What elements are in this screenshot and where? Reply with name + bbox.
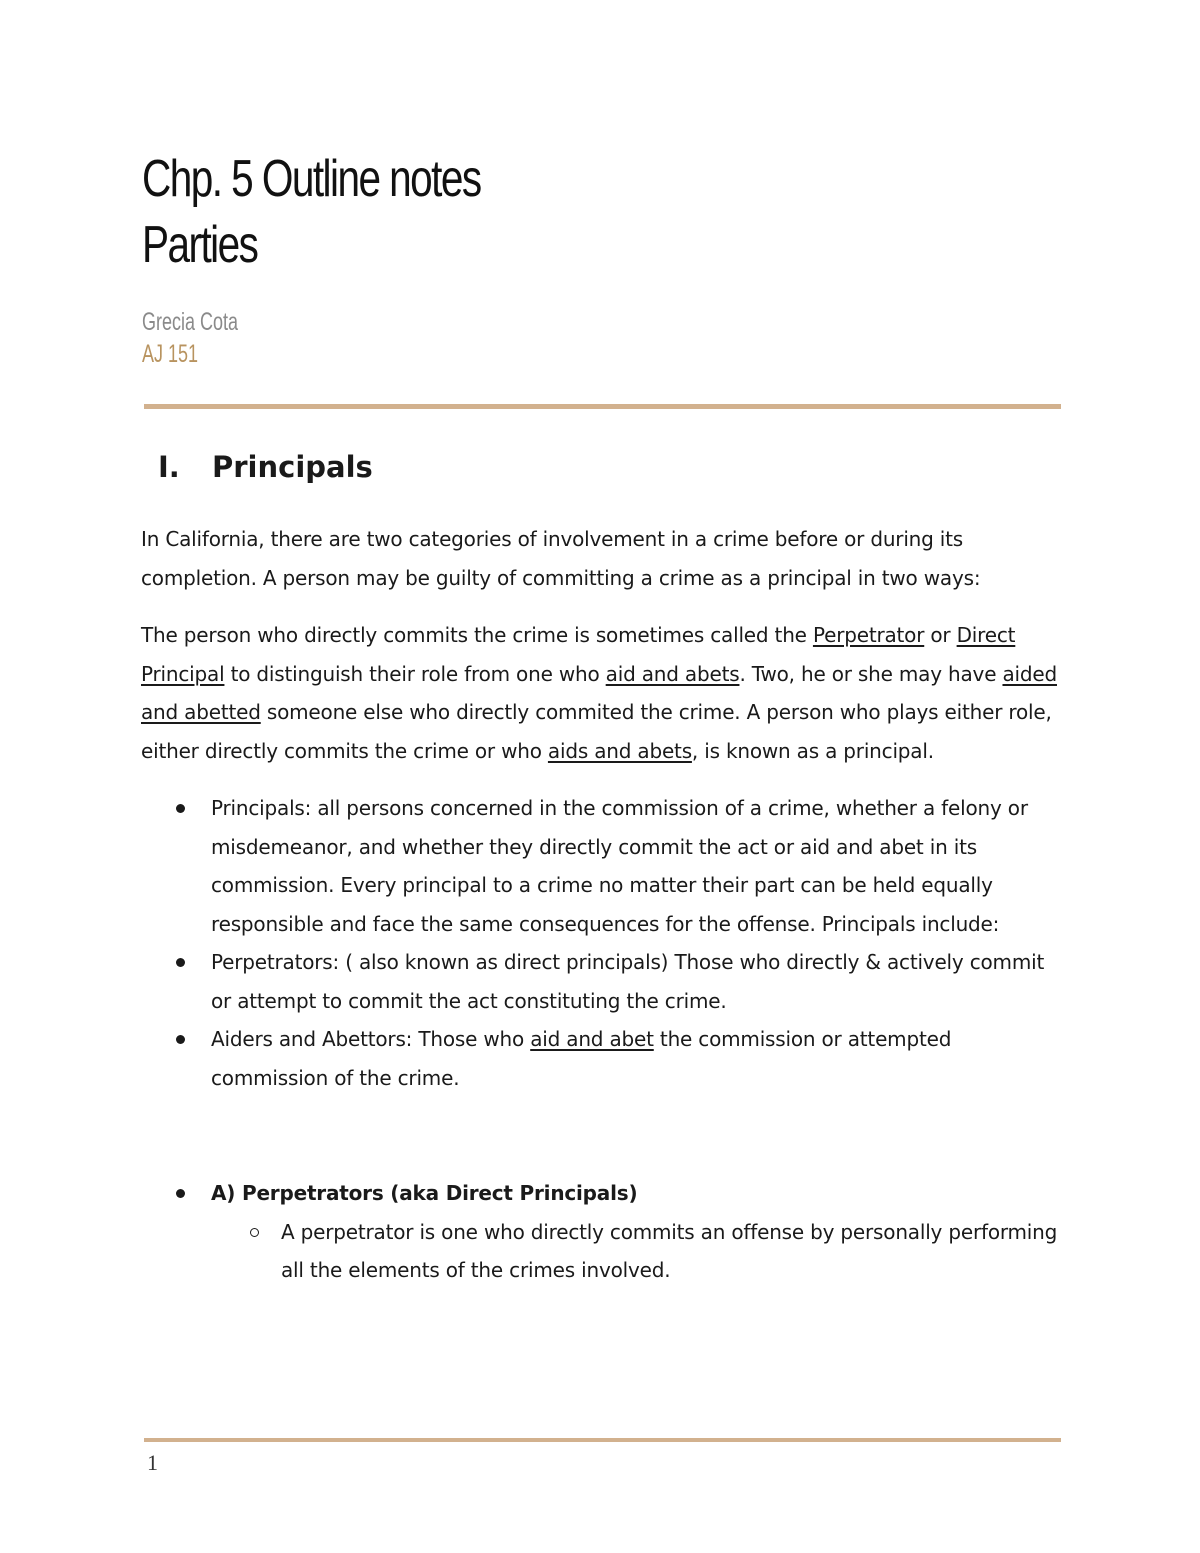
section-number: I. (158, 450, 180, 484)
list-item (211, 1020, 1061, 1097)
text-run: Aiders and Abettors: Those who (211, 1027, 531, 1051)
list-item (281, 1213, 1061, 1290)
subsection-heading: A) Perpetrators (aka Direct Principals) (211, 1181, 638, 1205)
hollow-bullet-icon (250, 1228, 259, 1237)
underlined-term: aid and abet (530, 1027, 654, 1051)
subsection-list (141, 1174, 1061, 1290)
list-item (211, 1174, 1061, 1290)
underlined-term: aided and abetted (141, 661, 1057, 724)
header-divider (144, 404, 1061, 409)
course-code: AJ 151 (142, 340, 199, 368)
document-title (142, 146, 481, 278)
bullet-icon (176, 1189, 185, 1198)
bullet-icon (176, 958, 185, 967)
underlined-term: Perpetrator (812, 623, 925, 647)
section-heading (158, 446, 373, 488)
author-block (142, 306, 238, 370)
underlined-term: aid and abets (605, 661, 740, 686)
bullet-icon (176, 804, 185, 813)
list-item (211, 943, 1061, 1020)
title-line-1: Chp. 5 Outline notes (142, 150, 481, 208)
author-name: Grecia Cota (142, 308, 239, 336)
list-item (211, 789, 1061, 943)
text-run: . Two, he or she may have (739, 661, 1003, 686)
list-item-text: Principals: all persons concerned in the commission of a crime, whether a felony or misdemeanor, and whether they directly commit the act or aid and abet in its commission. Every principal to a crime no matter their part can be held equally responsible and face the same consequences for the offense. Principals include: (211, 796, 1028, 936)
text-run: or (924, 623, 957, 647)
paragraph-1: In California, there are two categories of involvement in a crime before or during its completion. A person may be guilty of committing a crime as a principal in two ways: (141, 527, 981, 590)
text-run: , is known as a principal. (691, 738, 934, 763)
spacer (141, 1097, 1061, 1174)
page-number: 1 (147, 1450, 158, 1475)
bullet-icon (176, 1035, 185, 1044)
sub-bullet-list (211, 1213, 1061, 1290)
text-run: The person who directly commits the crime is sometimes called the (141, 623, 813, 647)
bullet-list (141, 789, 1061, 1097)
underlined-term: Direct Principal (141, 623, 1016, 686)
text-run: to distinguish their role from one who (224, 661, 606, 686)
section-title: Principals (212, 450, 373, 484)
text-run: someone else who directly commited the crime. A person who plays either role, either directly commits the crime or who (141, 700, 1052, 763)
footer-divider (144, 1438, 1061, 1442)
paragraph-2 (141, 616, 1061, 770)
text-run: the commission or attempted commission of the crime. (211, 1027, 952, 1090)
list-item-text: Perpetrators: ( also known as direct principals) Those who directly & actively commit or attempt to commit the act constituting the crime. (211, 950, 1045, 1013)
title-line-2: Parties (142, 216, 258, 274)
list-item-text: A perpetrator is one who directly commits an offense by personally performing all the elements of the crimes involved. (281, 1219, 1058, 1282)
document-body (141, 520, 1061, 1290)
underlined-term: aids and abets (547, 738, 692, 763)
